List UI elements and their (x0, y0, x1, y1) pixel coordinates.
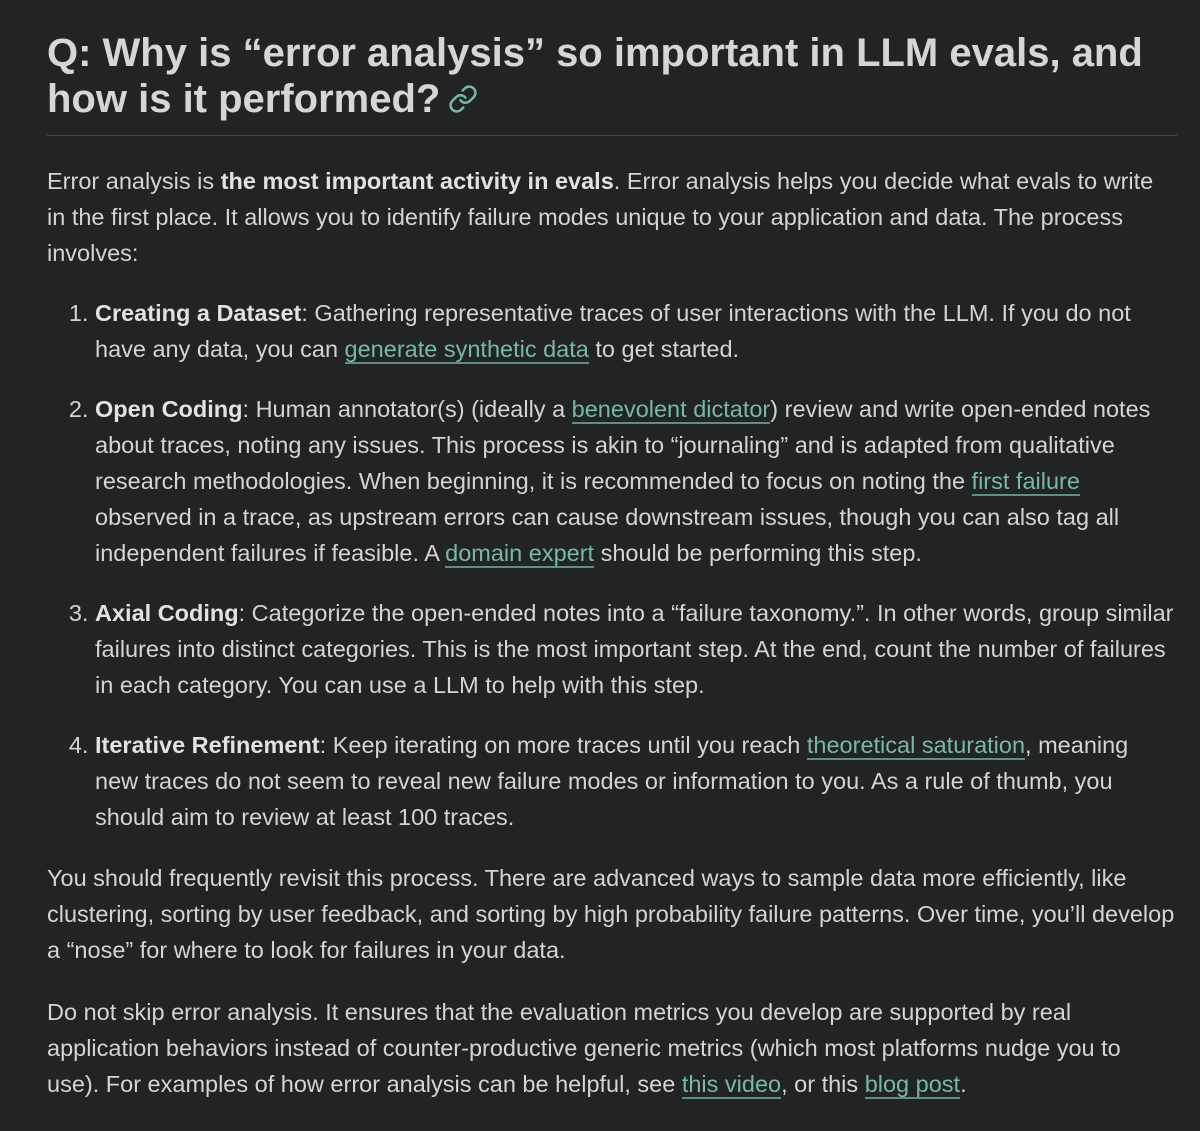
page-title (47, 0, 1177, 124)
intro-paragraph: Error analysis is the most important activity in evals. Error analysis helps you decide what evals to write in the first place. It allows you to identify failure modes unique to your application and data. The process involves: (47, 168, 1154, 266)
link-icon[interactable] (448, 78, 478, 124)
list-item: 1. Creating a Dataset: Gathering representative traces of user interactions with the LLM. If you do not have any data, you can generate synthetic data to get started. (95, 295, 1177, 367)
link-domain-expert[interactable]: domain expert (445, 540, 595, 566)
list-item: 3. Axial Coding: Categorize the open-ended notes into a “failure taxonomy.”. In other words, group similar failures into distinct categories. This is the most important step. At the end, count the number of failures in each category. You can use a LLM to help with this step. (95, 595, 1177, 703)
step-title: Creating a Dataset (95, 300, 302, 326)
link-benevolent-dictator[interactable]: benevolent dictator (571, 396, 771, 422)
link-theoretical-saturation[interactable]: theoretical saturation (806, 732, 1026, 758)
revisit-paragraph: You should frequently revisit this process. There are advanced ways to sample data more efficiently, like clustering, sorting by user feedback, and sorting by high probability failure patterns. Over time, you’ll develop a “nose” for where to look for failures in your data. (47, 865, 1175, 963)
skip-paragraph: Do not skip error analysis. It ensures that the evaluation metrics you develop are supported by real application behaviors instead of counter-productive generic metrics (which most platforms nudge you to use). For examples of how error analysis can be helpful, see this video, or this blog post. (47, 999, 1121, 1097)
step-title: Iterative Refinement (95, 732, 320, 758)
title-line-2: how is it performed? (47, 77, 441, 121)
heading-divider (47, 135, 1177, 136)
step-title: Axial Coding (95, 600, 239, 626)
article (47, 0, 1177, 1102)
link-generate-synthetic-data[interactable]: generate synthetic data (344, 336, 589, 362)
intro-emphasis: the most important activity in evals (220, 168, 614, 194)
link-first-failure[interactable]: first failure (971, 468, 1080, 494)
step-title: Open Coding (95, 396, 243, 422)
list-item: 4. Iterative Refinement: Keep iterating on more traces until you reach theoretical saturation, meaning new traces do not seem to reveal new failure modes or information to you. As a rule of thumb, you should aim to review at least 100 traces. (95, 727, 1177, 835)
list-item: 2. Open Coding: Human annotator(s) (ideally a benevolent dictator) review and write open-ended notes about traces, noting any issues. This process is akin to “journaling” and is adapted from qualitative research methodologies. When beginning, it is recommended to focus on noting the first failure observed in a trace, as upstream errors can cause downstream issues, though you can also tag all independent failures if feasible. A domain expert should be performing this step. (95, 391, 1177, 571)
title-line-1: Q: Why is “error analysis” so important in LLM evals, and (47, 31, 1143, 75)
link-this-video[interactable]: this video (681, 1071, 782, 1097)
process-steps-list (47, 295, 1177, 835)
link-blog-post[interactable]: blog post (864, 1071, 961, 1097)
